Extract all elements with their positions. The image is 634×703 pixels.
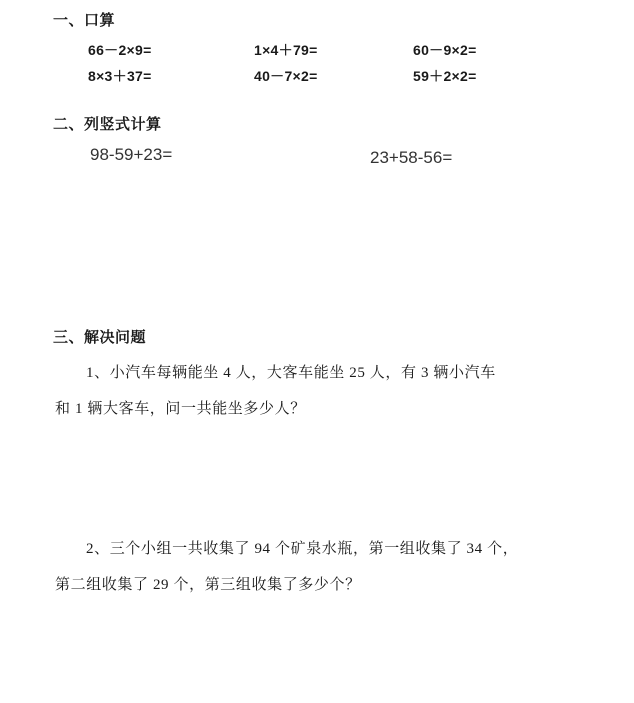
oral-calc-item: 59＋2×2=	[413, 68, 477, 84]
section-2-title: 二、列竖式计算	[53, 115, 162, 133]
oral-calc-item: 40－7×2=	[254, 68, 318, 84]
oral-calc-item: 8×3＋37=	[88, 68, 152, 84]
vertical-calc-item: 23+58-56=	[370, 148, 453, 167]
problem-2-line-2: 第二组收集了 29 个，第三组收集了多少个？	[55, 577, 361, 593]
problem-2-line-1: 2、三个小组一共收集了 94 个矿泉水瓶，第一组收集了 34 个，	[86, 541, 519, 557]
problem-1-line-1: 1、小汽车每辆能坐 4 人，大客车能坐 25 人，有 3 辆小汽车	[86, 365, 496, 381]
vertical-calc-item: 98-59+23=	[90, 145, 173, 164]
section-3-title: 三、解决问题	[53, 328, 147, 346]
oral-calc-item: 60－9×2=	[413, 42, 477, 58]
problem-1-line-2: 和 1 辆大客车，问一共能坐多少人？	[55, 401, 306, 417]
section-1-title: 一、口算	[53, 11, 116, 29]
oral-calc-item: 66－2×9=	[88, 42, 152, 58]
oral-calc-item: 1×4＋79=	[254, 42, 318, 58]
